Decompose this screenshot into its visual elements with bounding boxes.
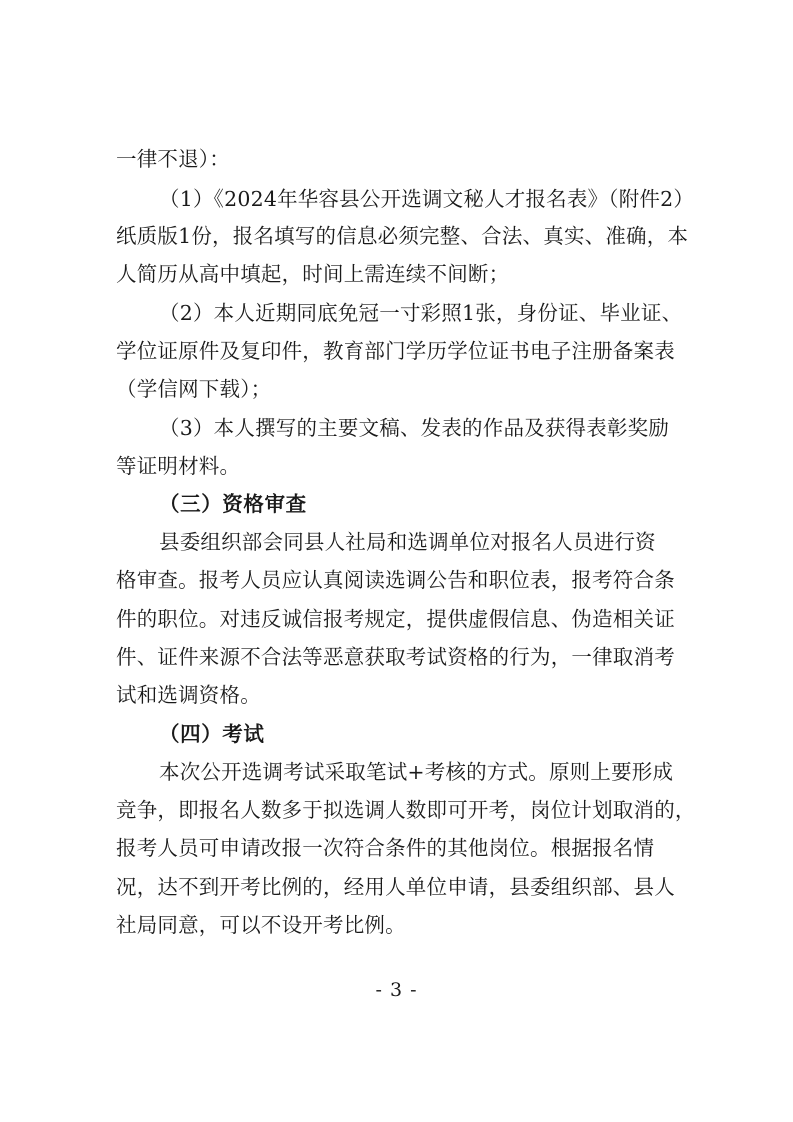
text-line: 报考人员可申请改报一次符合条件的其他岗位。根据报名情 bbox=[116, 836, 655, 860]
text-line: 社局同意，可以不设开考比例。 bbox=[116, 913, 406, 937]
section-heading-qualification: （三）资格审查 bbox=[159, 492, 307, 516]
text-line: 件的职位。对违反诚信报考规定，提供虚假信息、伪造相关证 bbox=[116, 607, 675, 631]
text-line: 况，达不到开考比例的，经用人单位申请，县委组织部、县人 bbox=[116, 875, 675, 899]
text-line: （2）本人近期同底免冠一寸彩照1张，身份证、毕业证、 bbox=[159, 301, 683, 325]
text-line: 等证明材料。 bbox=[116, 454, 241, 478]
text-line: 本次公开选调考试采取笔试+考核的方式。原则上要形成 bbox=[159, 760, 674, 784]
text-line: 竞争，即报名人数多于拟选调人数即可开考，岗位计划取消的， bbox=[116, 798, 696, 822]
text-line: 件、证件来源不合法等恶意获取考试资格的行为，一律取消考 bbox=[116, 645, 675, 669]
text-line: 县委组织部会同县人社局和选调单位对报名人员进行资 bbox=[159, 530, 656, 554]
text-line: （1）《2024年华容县公开选调文秘人才报名表》（附件2） bbox=[159, 187, 695, 211]
text-line: 学位证原件及复印件，教育部门学历学位证书电子注册备案表 bbox=[116, 339, 675, 363]
page-number: - 3 - bbox=[375, 979, 418, 1001]
text-line: 试和选调资格。 bbox=[116, 683, 261, 707]
text-line: 格审查。报考人员应认真阅读选调公告和职位表，报考符合条 bbox=[116, 568, 675, 592]
text-line: 一律不退）： bbox=[116, 147, 230, 171]
text-line: 人简历从高中填起，时间上需连续不间断； bbox=[116, 262, 510, 286]
text-line: 纸质版1份，报名填写的信息必须完整、合法、真实、准确，本 bbox=[116, 224, 689, 248]
text-line: （学信网下载）； bbox=[116, 377, 272, 401]
text-line: （3）本人撰写的主要文稿、发表的作品及获得表彰奖励 bbox=[159, 416, 670, 440]
section-heading-exam: （四）考试 bbox=[159, 722, 265, 746]
